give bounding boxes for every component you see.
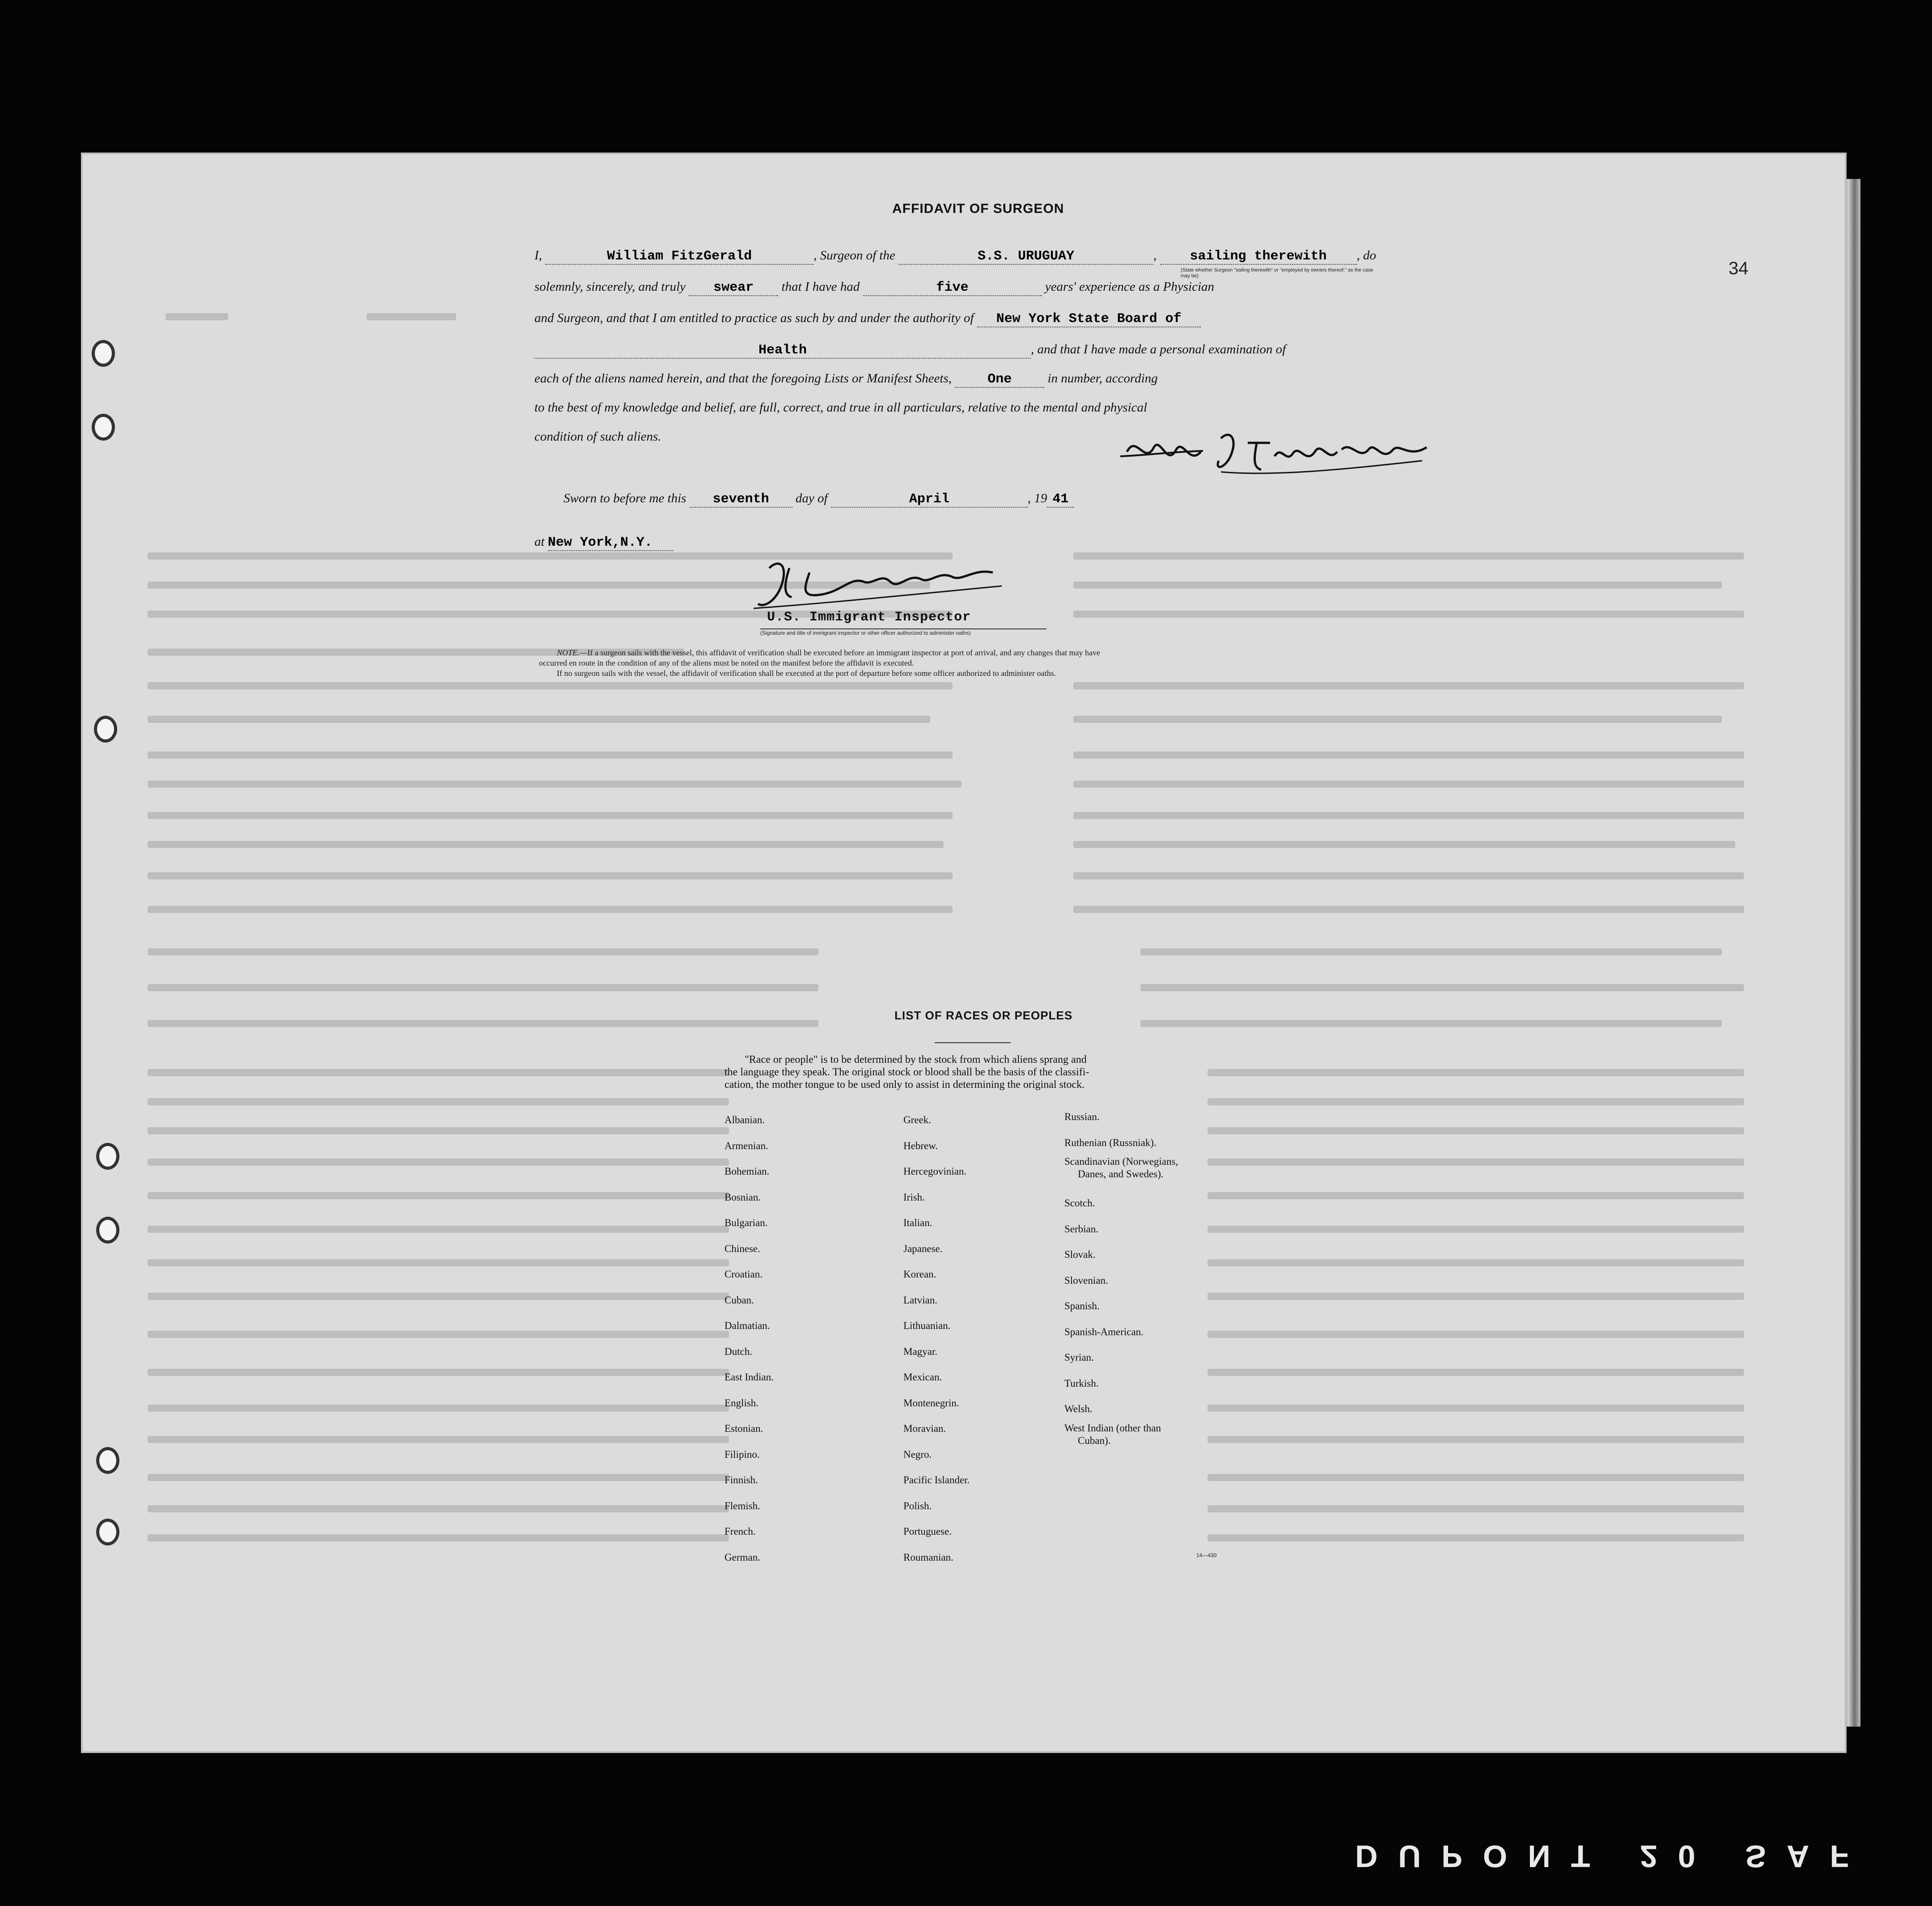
- race-item: Lithuanian.: [903, 1320, 951, 1331]
- inspector-title-text: U.S. Immigrant Inspector: [767, 610, 971, 625]
- sworn-mid: day of: [795, 491, 828, 505]
- race-item: Latvian.: [903, 1294, 937, 1306]
- at-line: [534, 535, 673, 551]
- race-item: Moravian.: [903, 1423, 946, 1434]
- form-number: 14—430: [1196, 1552, 1217, 1558]
- race-item: Roumanian.: [903, 1551, 953, 1563]
- race-item: Korean.: [903, 1269, 936, 1280]
- race-item: Dutch.: [724, 1346, 752, 1357]
- affidavit-title: AFFIDAVIT OF SURGEON: [892, 201, 1064, 216]
- race-item: Negro.: [903, 1448, 932, 1460]
- race-item: Mexican.: [903, 1371, 942, 1383]
- sworn-line: [564, 491, 1074, 508]
- line5-prefix: each of the aliens named herein, and that the foregoing Lists or Manifest Sheets,: [534, 371, 952, 386]
- line2-prefix: solemnly, sincerely, and truly: [534, 280, 686, 294]
- race-item: Turkish.: [1064, 1377, 1099, 1389]
- races-column-2: [903, 1107, 970, 1570]
- race-item: English.: [724, 1397, 759, 1409]
- race-item: Bohemian.: [724, 1166, 770, 1177]
- race-item: Hebrew.: [903, 1140, 938, 1151]
- inspector-signature-line: [760, 628, 1046, 629]
- race-item: Cuban).: [1078, 1435, 1111, 1446]
- affidavit-line-5: [534, 371, 1158, 388]
- race-item: Flemish.: [724, 1500, 760, 1511]
- line2-mid: that I have had: [781, 280, 860, 294]
- races-intro: [724, 1053, 1089, 1091]
- years-experience: five: [863, 280, 1042, 296]
- race-item: Magyar.: [903, 1346, 938, 1357]
- race-item: Dalmatian.: [724, 1320, 770, 1331]
- authority-part-2: Health: [534, 343, 1031, 359]
- film-edge-code: DUPONT 20 SAF: [1355, 1839, 1870, 1874]
- race-item: Scotch.: [1064, 1197, 1095, 1209]
- punch-hole: [92, 340, 115, 367]
- race-item: West Indian (other than: [1064, 1422, 1161, 1434]
- race-item: Chinese.: [724, 1243, 760, 1254]
- race-item: Polish.: [903, 1500, 932, 1511]
- punch-hole: [96, 1519, 119, 1545]
- race-item: Cuban.: [724, 1294, 754, 1306]
- race-item: Serbian.: [1064, 1223, 1099, 1235]
- race-item: Danes, and Swedes).: [1078, 1168, 1164, 1180]
- race-item: Welsh.: [1064, 1403, 1093, 1414]
- vessel-name: S.S. URUGUAY: [898, 249, 1153, 265]
- race-item: French.: [724, 1526, 756, 1537]
- punch-hole: [94, 716, 117, 743]
- affidavit-note-3: If no surgeon sails with the vessel, the affidavit of verification shall be executed at the port of departure before some officer authorized to administer oaths.: [557, 669, 1056, 678]
- inspector-title: [767, 610, 971, 625]
- line2-end: years' experience as a Physician: [1045, 280, 1215, 294]
- race-item: Syrian.: [1064, 1352, 1094, 1363]
- line1-mid: , Surgeon of the: [813, 248, 895, 263]
- authority-part-1: New York State Board of: [977, 311, 1201, 327]
- races-title: LIST OF RACES OR PEOPLES: [894, 1009, 1073, 1022]
- race-item: Armenian.: [724, 1140, 768, 1151]
- sheet-count: One: [955, 372, 1044, 388]
- note-text-1: —If a surgeon sails with the vessel, this affidavit of verification shall be executed before an immigrant inspector at port of arrival, and any changes that may have: [579, 648, 1100, 657]
- at-place: New York,N.Y.: [548, 535, 673, 551]
- races-column-1: [724, 1107, 774, 1570]
- races-intro-line-3: cation, the mother tongue to be used only to assist in determining the original stock.: [724, 1079, 1085, 1091]
- race-item: Bulgarian.: [724, 1217, 768, 1228]
- line3-prefix: and Surgeon, and that I am entitled to practice as such by and under the authority of: [534, 311, 974, 325]
- races-intro-line-2: the language they speak. The original stock or blood shall be the basis of the classifi-: [724, 1066, 1089, 1078]
- sworn-year-prefix: , 19: [1027, 491, 1047, 505]
- race-item: Spanish-American.: [1064, 1326, 1144, 1337]
- races-column-3: [1064, 1104, 1178, 1447]
- race-item: Bosnian.: [724, 1191, 761, 1203]
- sworn-month: April: [831, 492, 1028, 508]
- race-item: Spanish.: [1064, 1300, 1100, 1312]
- race-item: Pacific Islander.: [903, 1474, 970, 1486]
- race-item: Albanian.: [724, 1114, 765, 1125]
- sailing-status: sailing therewith: [1160, 249, 1357, 265]
- race-item: Croatian.: [724, 1269, 763, 1280]
- race-item: German.: [724, 1551, 760, 1563]
- line1-prefix: I,: [534, 248, 542, 263]
- punch-hole: [92, 414, 115, 441]
- race-item: Estonian.: [724, 1423, 763, 1434]
- affidavit-line-7: condition of such aliens.: [534, 429, 661, 444]
- inspector-caption: (Signature and title of immigrant inspector or other officer authorized to administer oaths): [760, 630, 971, 636]
- affidavit-note: [557, 648, 1420, 658]
- race-item: Montenegrin.: [903, 1397, 959, 1409]
- affidavit-line-6: to the best of my knowledge and belief, are full, correct, and true in all particulars, relative to the mental and physical: [534, 400, 1148, 415]
- race-item: Filipino.: [724, 1448, 760, 1460]
- affidavit-note-2: occurred en route in the condition of any of the aliens must be noted on the manifest before the affidavit is executed.: [539, 658, 914, 667]
- sworn-year: 41: [1047, 492, 1074, 508]
- affidavit-line-1: [534, 248, 1376, 265]
- line1-end: , do: [1356, 248, 1376, 263]
- race-item: Japanese.: [903, 1243, 943, 1254]
- note-label: NOTE.: [557, 648, 580, 657]
- at-prefix: at: [534, 535, 545, 549]
- sworn-prefix: Sworn to before me this: [564, 491, 686, 505]
- race-item: Portuguese.: [903, 1526, 952, 1537]
- race-item: Slovenian.: [1064, 1274, 1108, 1286]
- race-item: Irish.: [903, 1191, 925, 1203]
- sailing-status-hint: (State whether Surgeon "sailing therewith" or "employed by owners thereof," as the case may be): [1181, 267, 1373, 279]
- surgeon-name: William FitzGerald: [545, 249, 813, 265]
- comma: ,: [1153, 248, 1157, 263]
- race-item: Italian.: [903, 1217, 932, 1228]
- sworn-day: seventh: [690, 492, 792, 508]
- race-item: Russian.: [1064, 1111, 1100, 1122]
- race-item: Ruthenian (Russniak).: [1064, 1137, 1157, 1148]
- race-item: Hercegovinian.: [903, 1166, 967, 1177]
- race-item: Finnish.: [724, 1474, 758, 1486]
- race-item: Slovak.: [1064, 1249, 1096, 1260]
- race-item: Greek.: [903, 1114, 931, 1125]
- oath-word: swear: [689, 280, 778, 296]
- races-intro-line-1: "Race or people" is to be determined by the stock from which aliens sprang and: [745, 1054, 1087, 1065]
- punch-hole: [96, 1143, 119, 1170]
- races-title-rule: [935, 1042, 1011, 1043]
- race-item: Scandinavian (Norwegians,: [1064, 1156, 1178, 1167]
- punch-hole: [96, 1447, 119, 1474]
- line4-end: , and that I have made a personal examination of: [1031, 342, 1286, 357]
- affidavit-line-4: [534, 342, 1286, 359]
- page-number: 34: [1729, 259, 1749, 278]
- surgeon-signature: [1118, 425, 1431, 492]
- affidavit-line-3: [534, 311, 1201, 327]
- affidavit-line-2: [534, 280, 1214, 296]
- line5-end: in number, according: [1047, 371, 1158, 386]
- race-item: East Indian.: [724, 1371, 774, 1383]
- punch-hole: [96, 1217, 119, 1244]
